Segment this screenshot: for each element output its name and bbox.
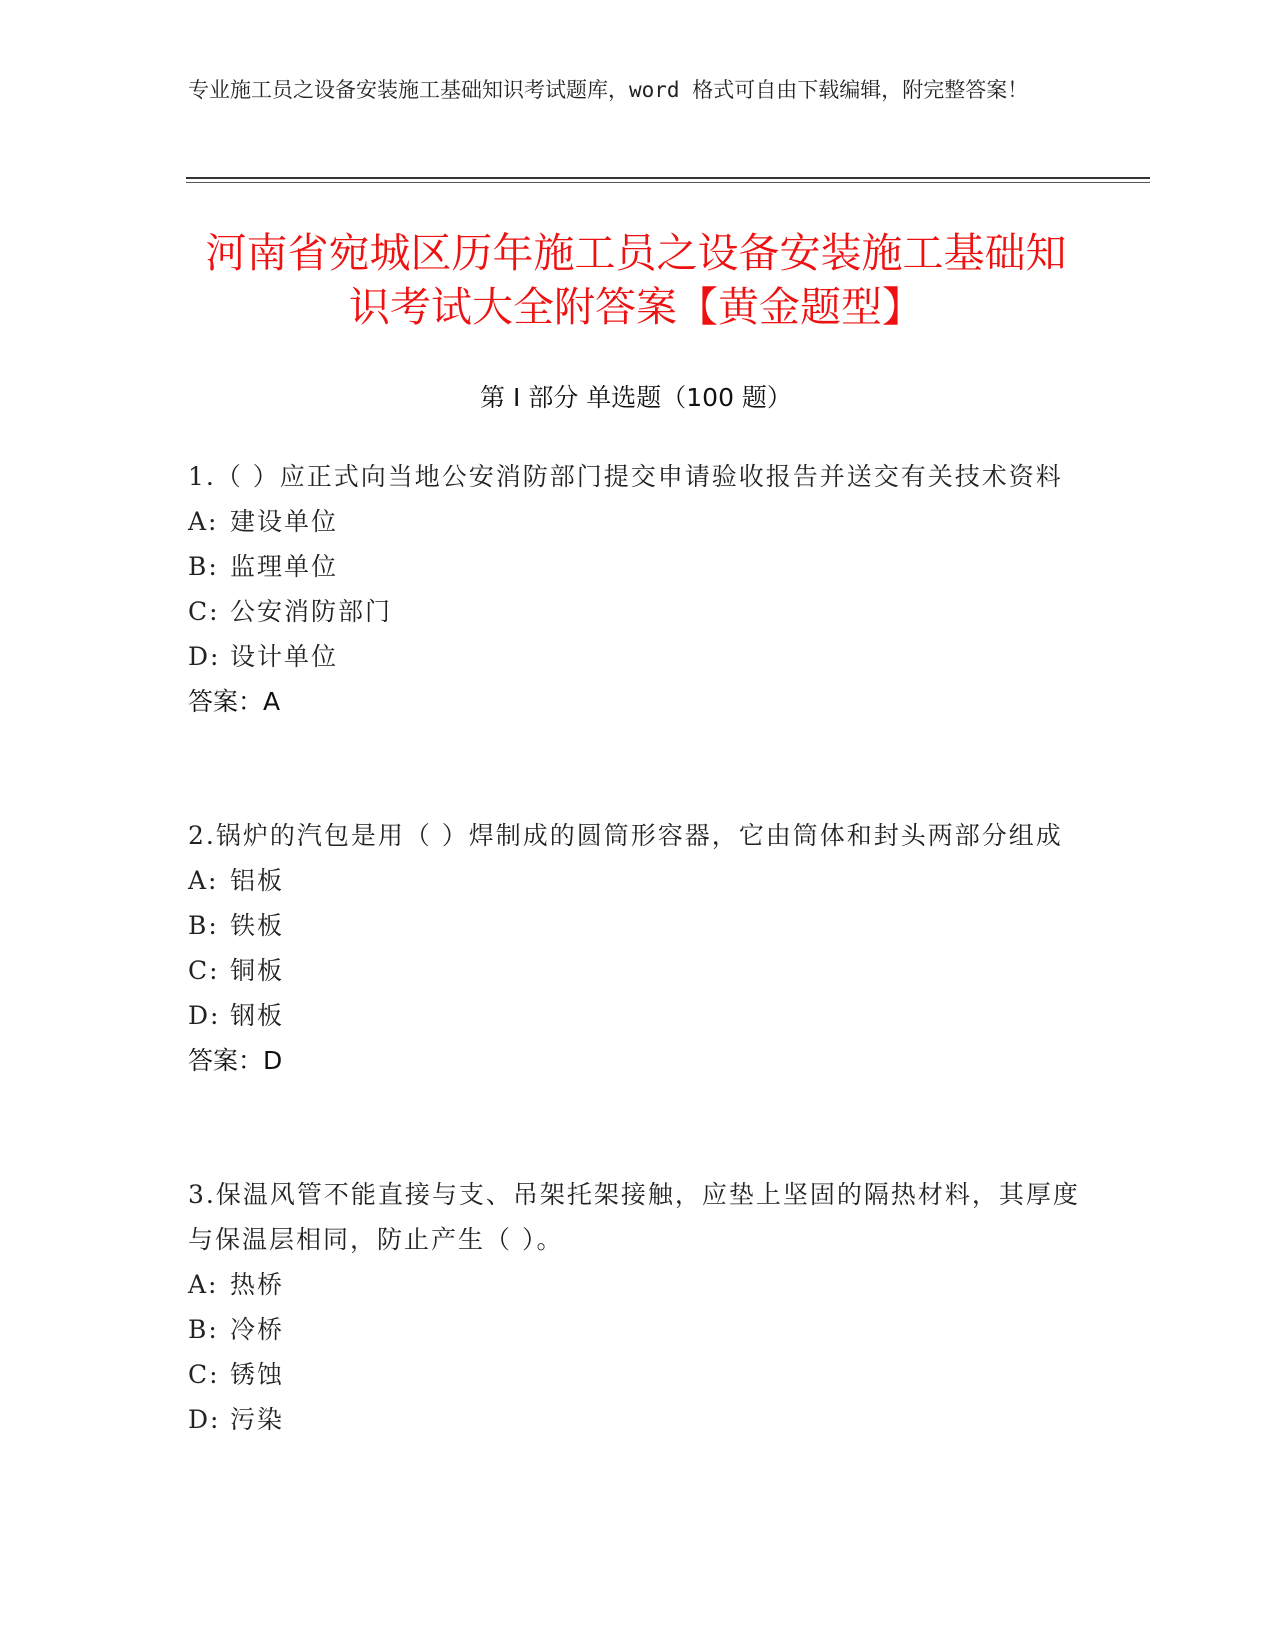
- option-text: 铁板: [230, 911, 285, 940]
- option-a: [188, 858, 1088, 903]
- option-text: 监理单位: [230, 552, 339, 581]
- option-key: A:: [188, 1270, 219, 1299]
- option-c: [188, 948, 1088, 993]
- header-divider-thick: [186, 177, 1150, 179]
- option-key: D:: [188, 1405, 221, 1434]
- answer: 答案：D: [188, 1046, 283, 1075]
- option-key: C:: [188, 956, 220, 985]
- option-d: [188, 1397, 1088, 1442]
- option-text: 污染: [230, 1405, 285, 1434]
- header-divider-thin: [186, 182, 1150, 183]
- question-stem: 2.锅炉的汽包是用（ ）焊制成的圆筒形容器，它由筒体和封头两部分组成: [188, 821, 1063, 850]
- option-a: [188, 499, 1088, 544]
- option-a: [188, 1262, 1088, 1307]
- option-text: 设计单位: [230, 642, 339, 671]
- question-2: [188, 813, 1088, 1083]
- header-note: 专业施工员之设备安装施工基础知识考试题库，word 格式可自由下载编辑，附完整答案！: [188, 78, 1029, 102]
- option-text: 铜板: [230, 956, 285, 985]
- option-key: D:: [188, 1001, 221, 1030]
- option-key: B:: [188, 1315, 219, 1344]
- section-heading: 第 I 部分 单选题（100 题）: [480, 383, 792, 412]
- question-stem: 3.保温风管不能直接与支、吊架托架接触，应垫上坚固的隔热材料，其厚度与保温层相同，防止产生（ ）。: [188, 1180, 1080, 1254]
- document-title: 河南省宛城区历年施工员之设备安装施工基础知识考试大全附答案【黄金题型】: [205, 229, 1067, 331]
- option-text: 冷桥: [230, 1315, 285, 1344]
- question-stem: 1.（ ）应正式向当地公安消防部门提交申请验收报告并送交有关技术资料: [188, 462, 1063, 491]
- question-3: [188, 1172, 1088, 1442]
- option-d: [188, 993, 1088, 1038]
- option-key: B:: [188, 911, 219, 940]
- question-1: [188, 454, 1088, 724]
- option-key: C:: [188, 597, 220, 626]
- option-c: [188, 1352, 1088, 1397]
- option-text: 锈蚀: [230, 1360, 285, 1389]
- option-key: A:: [188, 507, 219, 536]
- option-text: 铝板: [230, 866, 285, 895]
- answer: 答案：A: [188, 687, 281, 716]
- option-b: [188, 903, 1088, 948]
- option-b: [188, 544, 1088, 589]
- option-text: 钢板: [230, 1001, 285, 1030]
- option-text: 建设单位: [230, 507, 339, 536]
- option-c: [188, 589, 1088, 634]
- option-key: C:: [188, 1360, 220, 1389]
- option-text: 公安消防部门: [230, 597, 393, 626]
- option-b: [188, 1307, 1088, 1352]
- option-key: B:: [188, 552, 219, 581]
- option-key: A:: [188, 866, 219, 895]
- option-key: D:: [188, 642, 221, 671]
- option-text: 热桥: [230, 1270, 285, 1299]
- option-d: [188, 634, 1088, 679]
